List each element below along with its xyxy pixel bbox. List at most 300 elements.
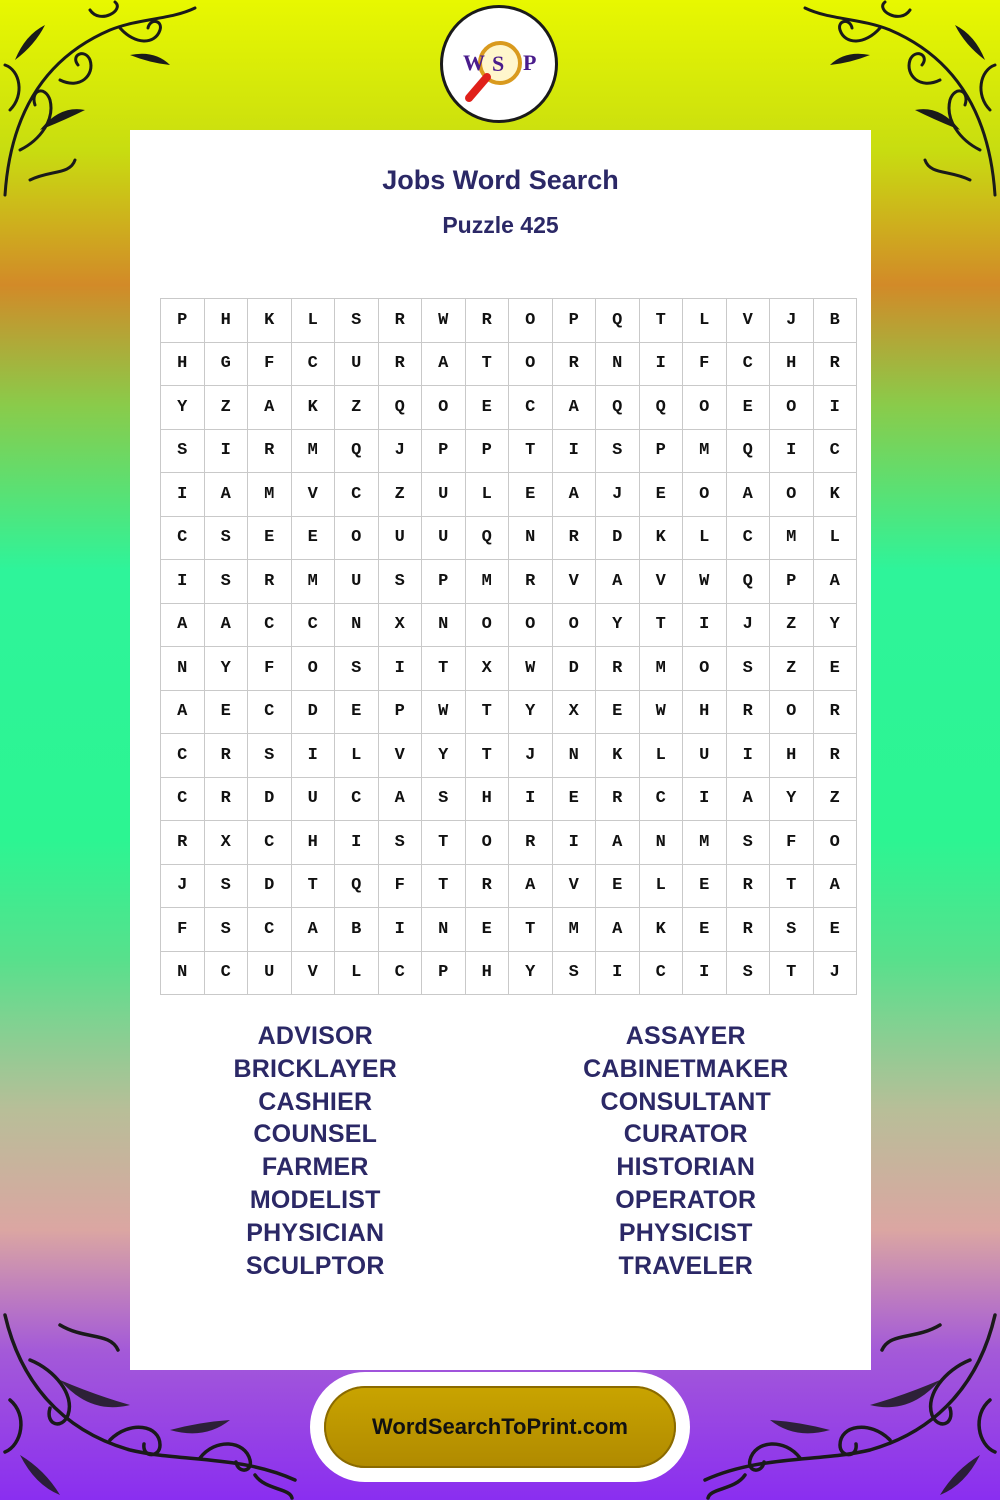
grid-cell[interactable]: I bbox=[683, 777, 727, 821]
grid-cell[interactable]: U bbox=[422, 473, 466, 517]
grid-cell[interactable]: R bbox=[596, 647, 640, 691]
grid-cell[interactable]: V bbox=[552, 864, 596, 908]
grid-cell[interactable]: C bbox=[509, 386, 553, 430]
grid-cell[interactable]: T bbox=[770, 864, 814, 908]
grid-cell[interactable]: X bbox=[465, 647, 509, 691]
word-item: CONSULTANT bbox=[600, 1087, 771, 1116]
grid-row bbox=[161, 299, 857, 343]
grid-cell[interactable]: E bbox=[204, 690, 248, 734]
grid-cell[interactable]: X bbox=[552, 690, 596, 734]
grid-cell[interactable]: O bbox=[465, 603, 509, 647]
grid-cell[interactable]: D bbox=[248, 777, 292, 821]
grid-cell[interactable]: Q bbox=[596, 299, 640, 343]
grid-cell[interactable]: A bbox=[291, 908, 335, 952]
word-item: OPERATOR bbox=[615, 1185, 757, 1214]
grid-cell[interactable]: M bbox=[552, 908, 596, 952]
grid-cell[interactable]: O bbox=[291, 647, 335, 691]
word-item: HISTORIAN bbox=[616, 1153, 756, 1182]
grid-cell[interactable]: U bbox=[683, 734, 727, 778]
grid-cell[interactable]: K bbox=[596, 734, 640, 778]
grid-cell[interactable]: I bbox=[596, 951, 640, 995]
word-item: PHYSICIAN bbox=[246, 1218, 385, 1247]
grid-cell[interactable]: P bbox=[639, 429, 683, 473]
grid-cell[interactable]: B bbox=[335, 908, 379, 952]
grid-cell[interactable]: F bbox=[248, 647, 292, 691]
grid-cell[interactable]: R bbox=[248, 429, 292, 473]
grid-row bbox=[161, 386, 857, 430]
puzzle-panel bbox=[130, 130, 871, 1370]
grid-cell[interactable]: K bbox=[291, 386, 335, 430]
grid-cell[interactable]: N bbox=[509, 516, 553, 560]
grid-cell[interactable]: N bbox=[161, 647, 205, 691]
grid-cell[interactable]: K bbox=[813, 473, 857, 517]
grid-cell[interactable]: O bbox=[683, 473, 727, 517]
grid-cell[interactable]: P bbox=[422, 429, 466, 473]
grid-cell[interactable]: E bbox=[465, 386, 509, 430]
grid-cell[interactable]: C bbox=[248, 908, 292, 952]
grid-cell[interactable]: A bbox=[204, 473, 248, 517]
grid-row bbox=[161, 734, 857, 778]
grid-cell[interactable]: Y bbox=[509, 951, 553, 995]
grid-cell[interactable]: Q bbox=[639, 386, 683, 430]
grid-cell[interactable]: E bbox=[596, 864, 640, 908]
grid-cell[interactable]: A bbox=[161, 603, 205, 647]
grid-cell[interactable]: R bbox=[726, 690, 770, 734]
grid-cell[interactable]: D bbox=[291, 690, 335, 734]
grid-cell[interactable]: E bbox=[726, 386, 770, 430]
grid-cell[interactable]: S bbox=[335, 299, 379, 343]
grid-cell[interactable]: A bbox=[813, 560, 857, 604]
puzzle-title: Jobs Word Search bbox=[382, 165, 619, 195]
grid-cell[interactable]: D bbox=[552, 647, 596, 691]
grid-cell[interactable]: L bbox=[639, 864, 683, 908]
grid-cell[interactable]: M bbox=[465, 560, 509, 604]
grid-row bbox=[161, 690, 857, 734]
grid-cell[interactable]: T bbox=[422, 647, 466, 691]
grid-cell[interactable]: O bbox=[683, 647, 727, 691]
grid-cell[interactable]: H bbox=[291, 821, 335, 865]
grid-cell[interactable]: H bbox=[683, 690, 727, 734]
grid-cell[interactable]: R bbox=[509, 560, 553, 604]
grid-cell[interactable]: A bbox=[378, 777, 422, 821]
grid-cell[interactable]: Y bbox=[161, 386, 205, 430]
grid-cell[interactable]: O bbox=[509, 603, 553, 647]
grid-cell[interactable]: K bbox=[639, 908, 683, 952]
grid-cell[interactable]: V bbox=[291, 951, 335, 995]
grid-cell[interactable]: Q bbox=[335, 864, 379, 908]
grid-cell[interactable]: R bbox=[204, 777, 248, 821]
grid-cell[interactable]: R bbox=[813, 734, 857, 778]
grid-cell[interactable]: P bbox=[422, 560, 466, 604]
grid-cell[interactable]: E bbox=[596, 690, 640, 734]
grid-cell[interactable]: U bbox=[378, 516, 422, 560]
grid-cell[interactable]: E bbox=[683, 908, 727, 952]
grid-cell[interactable]: C bbox=[161, 777, 205, 821]
grid-cell[interactable]: A bbox=[161, 690, 205, 734]
grid-cell[interactable]: Q bbox=[726, 560, 770, 604]
grid-cell[interactable]: I bbox=[204, 429, 248, 473]
grid-cell[interactable]: Q bbox=[465, 516, 509, 560]
grid-cell[interactable]: T bbox=[509, 908, 553, 952]
word-item: TRAVELER bbox=[618, 1251, 753, 1280]
grid-row bbox=[161, 429, 857, 473]
grid-cell[interactable]: E bbox=[683, 864, 727, 908]
grid-cell[interactable]: W bbox=[509, 647, 553, 691]
grid-cell[interactable]: C bbox=[161, 516, 205, 560]
grid-cell[interactable]: I bbox=[726, 734, 770, 778]
grid-cell[interactable]: H bbox=[204, 299, 248, 343]
grid-cell[interactable]: F bbox=[378, 864, 422, 908]
grid-cell[interactable]: S bbox=[204, 560, 248, 604]
grid-cell[interactable]: J bbox=[813, 951, 857, 995]
grid-cell[interactable]: E bbox=[335, 690, 379, 734]
grid-cell[interactable]: J bbox=[726, 603, 770, 647]
grid-cell[interactable]: S bbox=[726, 951, 770, 995]
word-item: PHYSICIST bbox=[618, 1218, 753, 1247]
grid-cell[interactable]: O bbox=[509, 342, 553, 386]
grid-cell[interactable]: A bbox=[552, 386, 596, 430]
word-item: CASHIER bbox=[258, 1087, 373, 1116]
grid-cell[interactable]: E bbox=[291, 516, 335, 560]
grid-cell[interactable]: N bbox=[422, 908, 466, 952]
grid-cell[interactable]: T bbox=[509, 429, 553, 473]
word-item: ADVISOR bbox=[257, 1022, 373, 1050]
grid-cell[interactable]: D bbox=[596, 516, 640, 560]
grid-cell[interactable]: Q bbox=[726, 429, 770, 473]
grid-cell[interactable]: O bbox=[422, 386, 466, 430]
grid-cell[interactable]: T bbox=[639, 299, 683, 343]
grid-cell[interactable]: O bbox=[770, 473, 814, 517]
grid-cell[interactable]: H bbox=[465, 777, 509, 821]
grid-cell[interactable]: R bbox=[813, 342, 857, 386]
grid-cell[interactable]: M bbox=[639, 647, 683, 691]
grid-cell[interactable]: E bbox=[639, 473, 683, 517]
grid-cell[interactable]: R bbox=[596, 777, 640, 821]
grid-cell[interactable]: Q bbox=[596, 386, 640, 430]
grid-cell[interactable]: L bbox=[639, 734, 683, 778]
grid-cell[interactable]: I bbox=[378, 647, 422, 691]
grid-cell[interactable]: Z bbox=[770, 603, 814, 647]
grid-cell[interactable]: R bbox=[248, 560, 292, 604]
grid-cell[interactable]: Y bbox=[770, 777, 814, 821]
grid-cell[interactable]: Y bbox=[204, 647, 248, 691]
grid-cell[interactable]: M bbox=[683, 821, 727, 865]
grid-cell[interactable]: L bbox=[813, 516, 857, 560]
grid-cell[interactable]: S bbox=[335, 647, 379, 691]
grid-cell[interactable]: Z bbox=[335, 386, 379, 430]
grid-cell[interactable]: C bbox=[378, 951, 422, 995]
grid-cell[interactable]: I bbox=[378, 908, 422, 952]
grid-cell[interactable]: U bbox=[291, 777, 335, 821]
grid-cell[interactable]: C bbox=[639, 777, 683, 821]
grid-cell[interactable]: M bbox=[291, 429, 335, 473]
grid-cell[interactable]: U bbox=[335, 560, 379, 604]
grid-cell[interactable]: S bbox=[378, 560, 422, 604]
grid-cell[interactable]: P bbox=[422, 951, 466, 995]
grid-cell[interactable]: N bbox=[596, 342, 640, 386]
grid-cell[interactable]: S bbox=[422, 777, 466, 821]
grid-row bbox=[161, 342, 857, 386]
grid-row bbox=[161, 560, 857, 604]
grid-cell[interactable]: A bbox=[596, 821, 640, 865]
grid-cell[interactable]: L bbox=[291, 299, 335, 343]
grid-cell[interactable]: Y bbox=[422, 734, 466, 778]
grid-cell[interactable]: R bbox=[552, 342, 596, 386]
grid-cell[interactable]: W bbox=[422, 690, 466, 734]
grid-row bbox=[161, 777, 857, 821]
grid-cell[interactable]: A bbox=[596, 908, 640, 952]
grid-cell[interactable]: R bbox=[813, 690, 857, 734]
word-item: SCULPTOR bbox=[245, 1251, 385, 1280]
logo-letter-p: P bbox=[523, 50, 537, 75]
grid-cell[interactable]: T bbox=[770, 951, 814, 995]
puzzle-subtitle: Puzzle 425 bbox=[442, 212, 559, 238]
grid-cell[interactable]: U bbox=[248, 951, 292, 995]
grid-row bbox=[161, 516, 857, 560]
grid-cell[interactable]: C bbox=[161, 734, 205, 778]
grid-cell[interactable]: O bbox=[770, 690, 814, 734]
grid-cell[interactable]: V bbox=[291, 473, 335, 517]
grid-cell[interactable]: T bbox=[291, 864, 335, 908]
grid-cell[interactable]: I bbox=[161, 560, 205, 604]
grid-cell[interactable]: N bbox=[335, 603, 379, 647]
grid-cell[interactable]: P bbox=[378, 690, 422, 734]
grid-cell[interactable]: R bbox=[465, 299, 509, 343]
grid-cell[interactable]: P bbox=[465, 429, 509, 473]
grid-cell[interactable]: A bbox=[552, 473, 596, 517]
footer-badge bbox=[310, 1372, 690, 1482]
grid-cell[interactable]: J bbox=[596, 473, 640, 517]
grid-cell[interactable]: A bbox=[422, 342, 466, 386]
grid-cell[interactable]: R bbox=[465, 864, 509, 908]
grid-cell[interactable]: N bbox=[639, 821, 683, 865]
grid-cell[interactable]: R bbox=[204, 734, 248, 778]
grid-cell[interactable]: A bbox=[204, 603, 248, 647]
grid-row bbox=[161, 647, 857, 691]
grid-cell[interactable]: O bbox=[813, 821, 857, 865]
grid-cell[interactable]: W bbox=[683, 560, 727, 604]
grid-cell[interactable]: F bbox=[248, 342, 292, 386]
grid-cell[interactable]: O bbox=[552, 603, 596, 647]
grid-cell[interactable]: C bbox=[639, 951, 683, 995]
grid-cell[interactable]: N bbox=[552, 734, 596, 778]
grid-cell[interactable]: R bbox=[552, 516, 596, 560]
grid-cell[interactable]: L bbox=[335, 951, 379, 995]
grid-cell[interactable]: S bbox=[770, 908, 814, 952]
grid-cell[interactable]: T bbox=[422, 821, 466, 865]
grid-cell[interactable]: L bbox=[683, 299, 727, 343]
grid-row bbox=[161, 473, 857, 517]
grid-cell[interactable]: I bbox=[552, 429, 596, 473]
word-item: ASSAYER bbox=[625, 1022, 746, 1050]
grid-cell[interactable]: E bbox=[552, 777, 596, 821]
grid-cell[interactable]: N bbox=[161, 951, 205, 995]
grid-cell[interactable]: S bbox=[726, 647, 770, 691]
grid-cell[interactable]: H bbox=[770, 734, 814, 778]
grid-cell[interactable]: A bbox=[813, 864, 857, 908]
grid-cell[interactable]: C bbox=[291, 342, 335, 386]
grid-cell[interactable]: I bbox=[509, 777, 553, 821]
grid-cell[interactable]: R bbox=[161, 821, 205, 865]
grid-cell[interactable]: O bbox=[683, 386, 727, 430]
grid-cell[interactable]: E bbox=[248, 516, 292, 560]
grid-cell[interactable]: P bbox=[161, 299, 205, 343]
grid-cell[interactable]: I bbox=[683, 951, 727, 995]
grid-cell[interactable]: T bbox=[422, 864, 466, 908]
grid-cell[interactable]: E bbox=[813, 908, 857, 952]
grid-cell[interactable]: X bbox=[204, 821, 248, 865]
word-list-left bbox=[130, 1020, 501, 1282]
grid-cell[interactable]: C bbox=[726, 516, 770, 560]
grid-cell[interactable]: I bbox=[335, 821, 379, 865]
grid-cell[interactable]: O bbox=[509, 299, 553, 343]
grid-cell[interactable]: L bbox=[465, 473, 509, 517]
grid-row bbox=[161, 908, 857, 952]
word-list bbox=[130, 1020, 871, 1282]
grid-cell[interactable]: X bbox=[378, 603, 422, 647]
grid-cell[interactable]: R bbox=[726, 908, 770, 952]
grid-cell[interactable]: M bbox=[683, 429, 727, 473]
grid-cell[interactable]: V bbox=[552, 560, 596, 604]
grid-cell[interactable]: O bbox=[770, 386, 814, 430]
grid-row bbox=[161, 864, 857, 908]
grid-cell[interactable]: K bbox=[639, 516, 683, 560]
grid-row bbox=[161, 603, 857, 647]
grid-cell[interactable]: T bbox=[465, 734, 509, 778]
grid-cell[interactable]: R bbox=[509, 821, 553, 865]
grid-cell[interactable]: I bbox=[291, 734, 335, 778]
grid-cell[interactable]: C bbox=[248, 690, 292, 734]
grid-cell[interactable]: J bbox=[770, 299, 814, 343]
grid-cell[interactable]: C bbox=[335, 777, 379, 821]
grid-cell[interactable]: Z bbox=[770, 647, 814, 691]
grid-cell[interactable]: S bbox=[204, 864, 248, 908]
grid-cell[interactable]: S bbox=[248, 734, 292, 778]
grid-cell[interactable]: A bbox=[726, 473, 770, 517]
grid-cell[interactable]: T bbox=[465, 690, 509, 734]
grid-cell[interactable]: J bbox=[378, 429, 422, 473]
grid-cell[interactable]: E bbox=[465, 908, 509, 952]
grid-cell[interactable]: F bbox=[161, 908, 205, 952]
grid-cell[interactable]: H bbox=[770, 342, 814, 386]
grid-cell[interactable]: B bbox=[813, 299, 857, 343]
grid-cell[interactable]: A bbox=[248, 386, 292, 430]
grid-cell[interactable]: O bbox=[465, 821, 509, 865]
footer-link[interactable]: WordSearchToPrint.com bbox=[324, 1386, 676, 1468]
word-item: COUNSEL bbox=[253, 1120, 378, 1149]
grid-cell[interactable]: U bbox=[335, 342, 379, 386]
word-item: BRICKLAYER bbox=[233, 1054, 398, 1083]
grid-cell[interactable]: S bbox=[596, 429, 640, 473]
grid-cell[interactable]: V bbox=[639, 560, 683, 604]
grid-cell[interactable]: I bbox=[683, 603, 727, 647]
grid-cell[interactable]: C bbox=[335, 473, 379, 517]
grid-cell[interactable]: W bbox=[639, 690, 683, 734]
grid-cell[interactable]: T bbox=[465, 342, 509, 386]
word-list-right bbox=[501, 1020, 872, 1282]
grid-cell[interactable]: N bbox=[422, 603, 466, 647]
grid-cell[interactable]: S bbox=[204, 908, 248, 952]
grid-cell[interactable]: M bbox=[291, 560, 335, 604]
grid-cell[interactable]: P bbox=[770, 560, 814, 604]
grid-cell[interactable]: I bbox=[770, 429, 814, 473]
grid-cell[interactable]: C bbox=[248, 603, 292, 647]
grid-cell[interactable]: T bbox=[639, 603, 683, 647]
grid-cell[interactable]: I bbox=[639, 342, 683, 386]
grid-cell[interactable]: S bbox=[378, 821, 422, 865]
grid-cell[interactable]: J bbox=[161, 864, 205, 908]
logo-letter-s: S bbox=[492, 51, 505, 76]
grid-cell[interactable]: Z bbox=[813, 777, 857, 821]
grid-cell[interactable]: C bbox=[726, 342, 770, 386]
grid-cell[interactable]: H bbox=[465, 951, 509, 995]
grid-row bbox=[161, 821, 857, 865]
grid-cell[interactable]: O bbox=[335, 516, 379, 560]
grid-cell[interactable]: U bbox=[422, 516, 466, 560]
grid-cell[interactable]: I bbox=[552, 821, 596, 865]
word-item: CURATOR bbox=[623, 1120, 748, 1149]
grid-cell[interactable]: S bbox=[161, 429, 205, 473]
site-logo[interactable] bbox=[440, 5, 558, 123]
grid-cell[interactable]: K bbox=[248, 299, 292, 343]
word-item: FARMER bbox=[261, 1153, 369, 1182]
grid-cell[interactable]: I bbox=[161, 473, 205, 517]
grid-cell[interactable]: E bbox=[509, 473, 553, 517]
grid-cell[interactable]: L bbox=[335, 734, 379, 778]
grid-cell[interactable]: S bbox=[204, 516, 248, 560]
grid-cell[interactable]: C bbox=[204, 951, 248, 995]
grid-cell[interactable]: D bbox=[248, 864, 292, 908]
grid-cell[interactable]: A bbox=[596, 560, 640, 604]
grid-cell[interactable]: R bbox=[378, 342, 422, 386]
letter-grid bbox=[160, 298, 857, 995]
grid-cell[interactable]: Z bbox=[378, 473, 422, 517]
logo-letter-w: W bbox=[463, 50, 485, 75]
grid-cell[interactable]: G bbox=[204, 342, 248, 386]
grid-cell[interactable]: C bbox=[291, 603, 335, 647]
grid-cell[interactable]: L bbox=[683, 516, 727, 560]
word-item: CABINETMAKER bbox=[583, 1054, 789, 1083]
grid-cell[interactable]: F bbox=[683, 342, 727, 386]
grid-cell[interactable]: P bbox=[552, 299, 596, 343]
magnifier-icon bbox=[443, 8, 555, 120]
grid-cell[interactable]: V bbox=[378, 734, 422, 778]
grid-cell[interactable]: Y bbox=[596, 603, 640, 647]
grid-cell[interactable]: A bbox=[509, 864, 553, 908]
grid-cell[interactable]: R bbox=[726, 864, 770, 908]
grid-cell[interactable]: Y bbox=[813, 603, 857, 647]
grid-cell[interactable]: M bbox=[770, 516, 814, 560]
grid-cell[interactable]: J bbox=[509, 734, 553, 778]
grid-cell[interactable]: R bbox=[378, 299, 422, 343]
grid-cell[interactable]: Q bbox=[378, 386, 422, 430]
grid-cell[interactable]: E bbox=[813, 647, 857, 691]
grid-cell[interactable]: Y bbox=[509, 690, 553, 734]
grid-cell[interactable]: Q bbox=[335, 429, 379, 473]
grid-cell[interactable]: H bbox=[161, 342, 205, 386]
grid-cell[interactable]: M bbox=[248, 473, 292, 517]
grid-cell[interactable]: F bbox=[770, 821, 814, 865]
grid-cell[interactable]: S bbox=[552, 951, 596, 995]
grid-cell[interactable]: C bbox=[248, 821, 292, 865]
grid-cell[interactable]: C bbox=[813, 429, 857, 473]
grid-cell[interactable]: A bbox=[726, 777, 770, 821]
grid-cell[interactable]: S bbox=[726, 821, 770, 865]
grid-cell[interactable]: V bbox=[726, 299, 770, 343]
grid-cell[interactable]: W bbox=[422, 299, 466, 343]
grid-cell[interactable]: Z bbox=[204, 386, 248, 430]
grid-cell[interactable]: I bbox=[813, 386, 857, 430]
